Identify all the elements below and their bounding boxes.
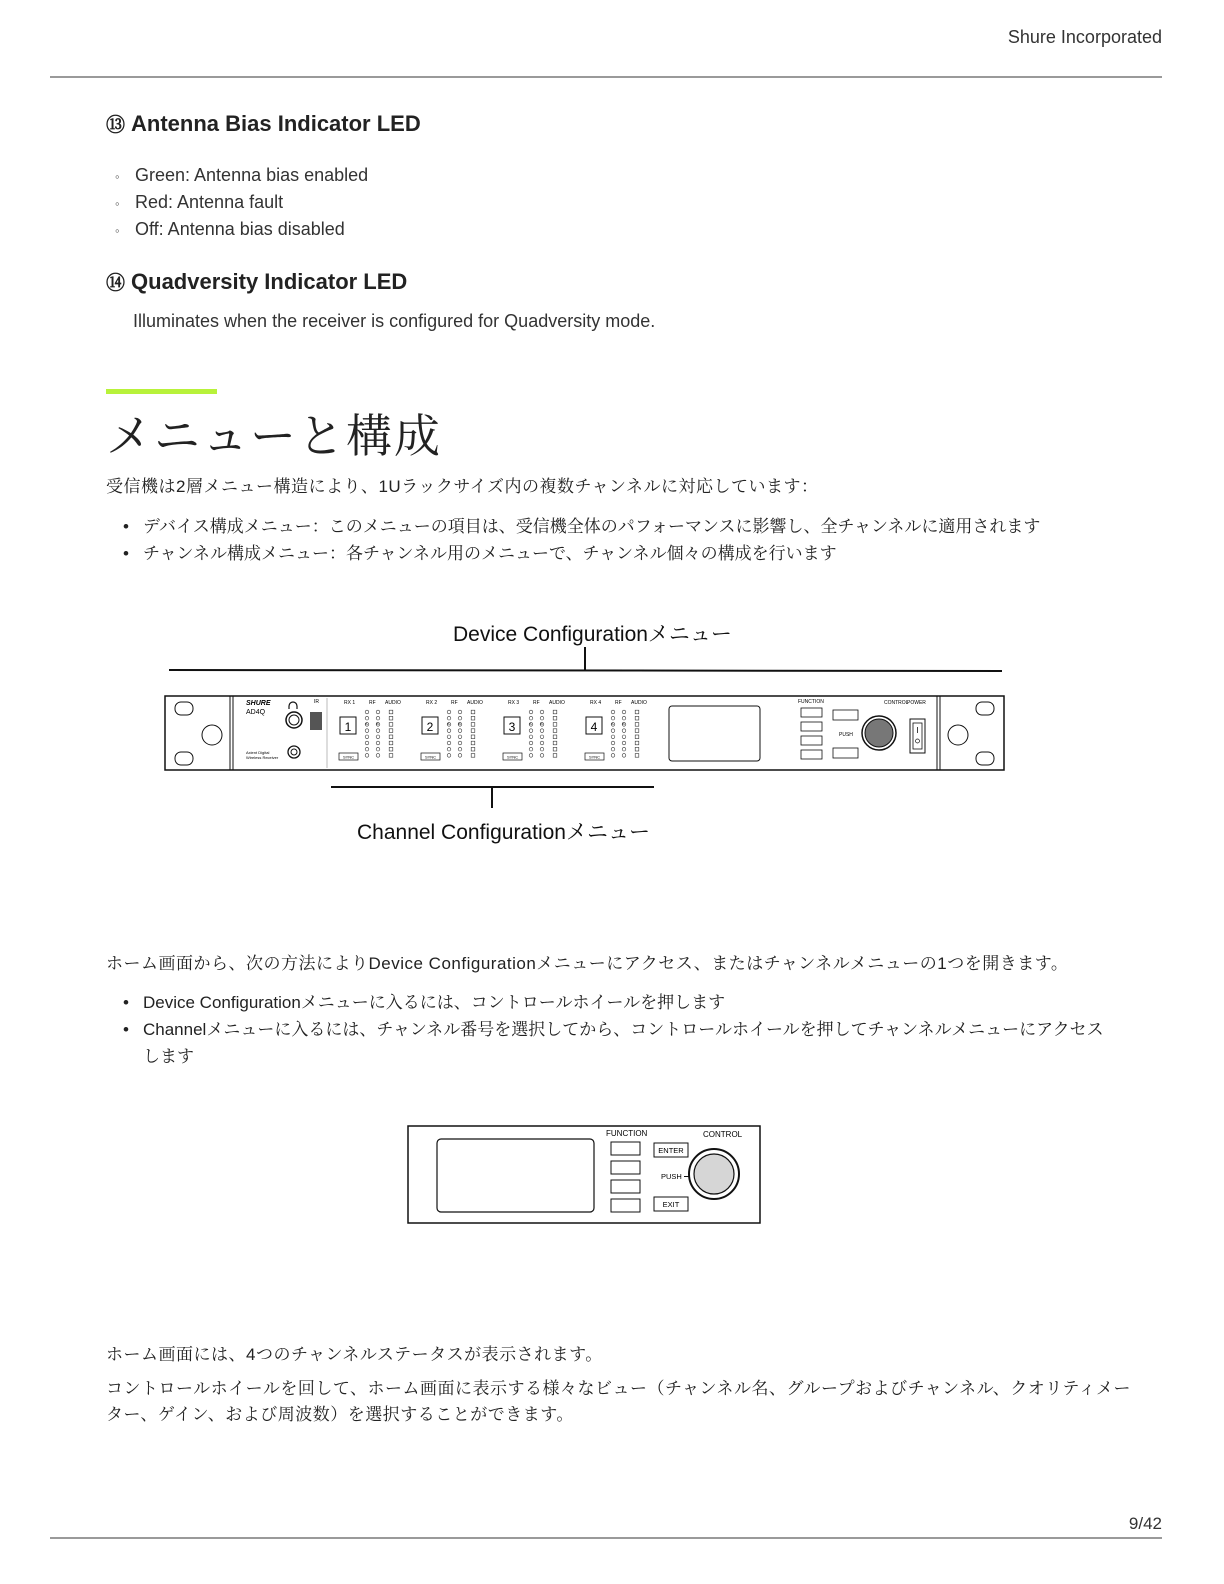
function-label: FUNCTION — [606, 1129, 648, 1138]
function-button-1[interactable] — [611, 1142, 640, 1155]
svg-text:EXIT: EXIT — [662, 1200, 680, 1209]
svg-text:SYNC: SYNC — [424, 754, 437, 760]
svg-text:CONTROL: CONTROL — [884, 700, 909, 706]
home-line-2a: コントロールホイールを回して、ホーム画面に表示する様々なビュー（チャンネル名、グループおよびチャンネル、クオリティメー — [106, 1379, 1132, 1398]
function-button-3[interactable] — [801, 736, 822, 745]
svg-text:2: 2 — [426, 720, 434, 734]
svg-text:B: B — [376, 721, 379, 726]
svg-text:RF: RF — [451, 700, 458, 706]
control-panel-diagram — [406, 1124, 764, 1226]
led13-heading — [106, 110, 421, 137]
section-accent-bar — [106, 389, 217, 394]
svg-text:ENTER: ENTER — [658, 1146, 684, 1155]
svg-text:A: A — [365, 721, 368, 726]
svg-text:A: A — [611, 721, 614, 726]
svg-text:A: A — [447, 721, 450, 726]
led13-title: Antenna Bias Indicator LED — [131, 111, 421, 136]
header-brand: Shure Incorporated — [1007, 27, 1162, 47]
svg-text:RX 3: RX 3 — [508, 700, 520, 706]
list-item: • Device Configurationメニューに入るには、コントロールホイールを押します — [123, 993, 726, 1012]
lcd-display — [437, 1139, 594, 1212]
exit-button[interactable] — [833, 748, 858, 758]
svg-text:FUNCTION: FUNCTION — [798, 699, 824, 705]
list-item: • チャンネル構成メニュー：各チャンネル用のメニューで、チャンネル個々の構成を行います — [123, 544, 837, 563]
svg-text:SYNC: SYNC — [506, 754, 519, 760]
svg-text:RX 4: RX 4 — [590, 700, 602, 706]
function-button-3[interactable] — [611, 1180, 640, 1193]
svg-text:4: 4 — [590, 720, 598, 734]
svg-text:RF: RF — [369, 700, 376, 706]
svg-text:SYNC: SYNC — [588, 754, 601, 760]
svg-text:AUDIO: AUDIO — [467, 700, 483, 706]
header-rule — [50, 76, 1162, 78]
page-number: 9/42 — [1128, 1514, 1162, 1533]
svg-text:Wireless Receiver: Wireless Receiver — [246, 755, 279, 760]
svg-text:Axient Digital: Axient Digital — [246, 750, 270, 755]
section-title: メニューと構成 — [106, 410, 442, 462]
function-button-2[interactable] — [611, 1161, 640, 1174]
ir-window — [310, 712, 322, 730]
lcd-display — [669, 706, 760, 761]
model-label: AD4Q — [246, 709, 266, 716]
svg-text:1: 1 — [344, 720, 352, 734]
svg-text:RF: RF — [533, 700, 540, 706]
svg-text:B: B — [622, 721, 625, 726]
list-item: ◦ Off: Antenna bias disabled — [115, 219, 345, 239]
channel-config-label: Channel Configurationメニュー — [357, 821, 650, 844]
access-bullets — [123, 989, 1104, 1070]
brand-logo: SHURE — [246, 700, 271, 707]
svg-text:3: 3 — [508, 720, 516, 734]
function-button-4[interactable] — [801, 750, 822, 759]
function-button-4[interactable] — [611, 1199, 640, 1212]
list-item: • Channelメニューに入るには、チャンネル番号を選択してから、コントロールホイールを押してチャンネルメニューにアクセス — [123, 1020, 1104, 1039]
svg-text:SYNC: SYNC — [342, 754, 355, 760]
svg-text:B: B — [458, 721, 461, 726]
control-label: CONTROL — [703, 1130, 743, 1139]
push-label: PUSH — [661, 1172, 682, 1181]
front-panel-diagram — [160, 640, 1010, 820]
svg-text:AUDIO: AUDIO — [549, 700, 565, 706]
device-config-label: Device Configurationメニュー — [453, 623, 732, 646]
svg-text:AUDIO: AUDIO — [385, 700, 401, 706]
list-item: • デバイス構成メニュー：このメニューの項目は、受信機全体のパフォーマンスに影響し、全チャンネルに適用されます — [123, 517, 1041, 536]
power-switch[interactable] — [910, 719, 925, 753]
home-line-1: ホーム画面には、4つのチャンネルステータスが表示されます。 — [106, 1345, 603, 1364]
home-line-2b: ター、ゲイン、および周波数）を選択することができます。 — [106, 1405, 574, 1424]
led14-number: ⑭ — [106, 273, 126, 294]
svg-text:B: B — [540, 721, 543, 726]
enter-button[interactable] — [833, 710, 858, 720]
svg-text:A: A — [529, 721, 532, 726]
function-button-2[interactable] — [801, 722, 822, 731]
led13-number: ⑬ — [106, 115, 126, 136]
svg-text:AUDIO: AUDIO — [631, 700, 647, 706]
led13-list — [115, 162, 368, 243]
svg-text:POWER: POWER — [907, 700, 926, 706]
svg-text:RF: RF — [615, 700, 622, 706]
list-item: します — [143, 1047, 194, 1066]
ir-label: IR — [314, 699, 319, 705]
section-intro: 受信機は2層メニュー構造により、1Uラックサイズ内の複数チャンネルに対応しています： — [106, 477, 819, 496]
svg-text:RX 2: RX 2 — [426, 700, 438, 706]
access-intro: ホーム画面から、次の方法によりDevice Configurationメニューにアクセス、またはチャンネルメニューの1つを開きます。 — [106, 954, 1069, 973]
footer-rule — [50, 1537, 1162, 1539]
led14-heading — [106, 268, 407, 295]
led14-title: Quadversity Indicator LED — [131, 269, 408, 294]
section-bullets — [123, 513, 1040, 567]
function-button-1[interactable] — [801, 708, 822, 717]
list-item: ◦ Red: Antenna fault — [115, 192, 284, 212]
svg-text:PUSH: PUSH — [839, 732, 853, 738]
svg-text:RX 1: RX 1 — [344, 700, 356, 706]
list-item: ◦ Green: Antenna bias enabled — [115, 165, 369, 185]
led14-description: Illuminates when the receiver is configured for Quadversity mode. — [133, 311, 656, 331]
